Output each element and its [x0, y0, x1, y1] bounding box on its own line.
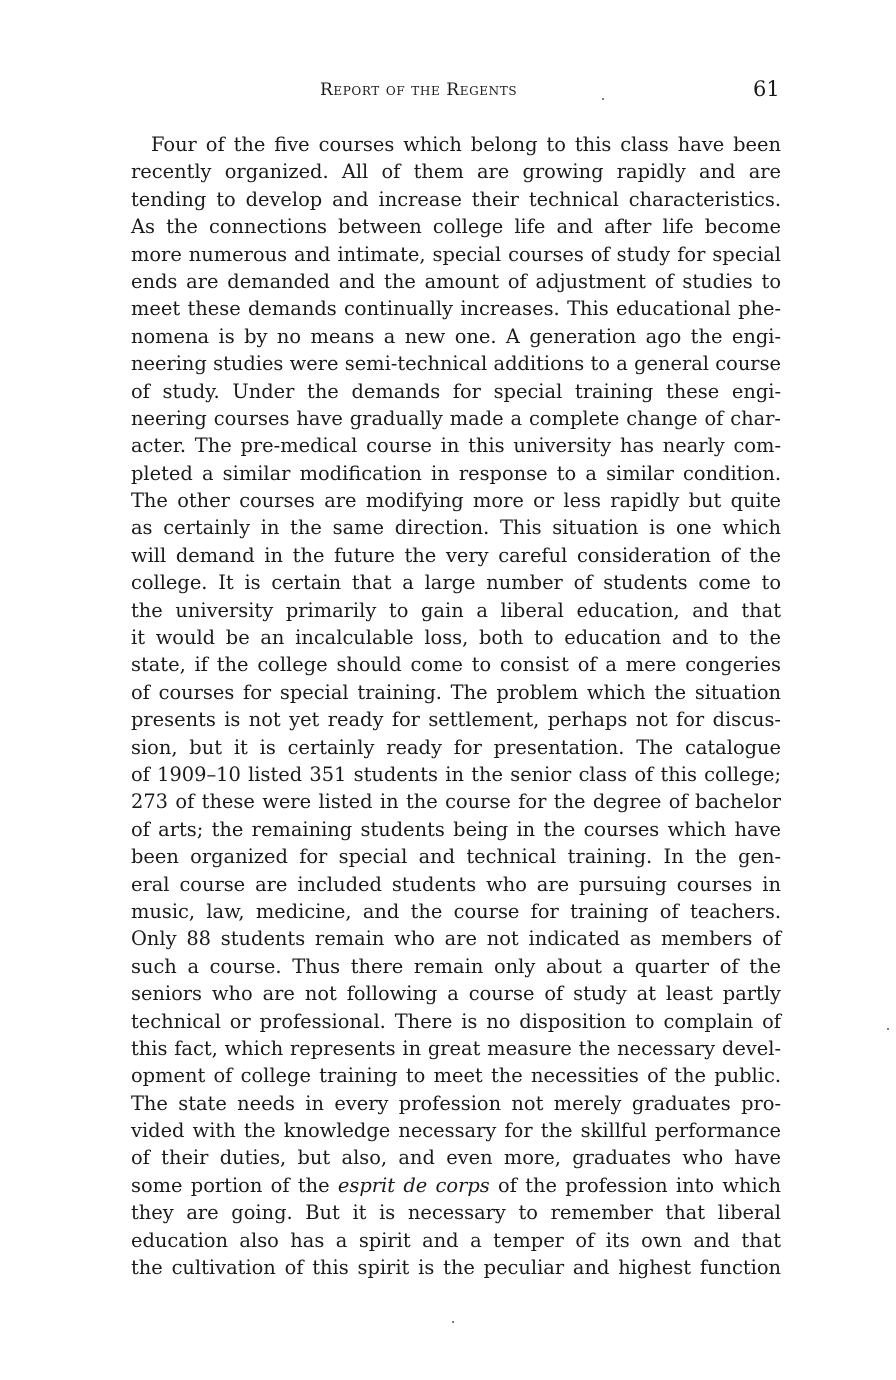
text-line: state, if the college should come to consist of a mere congeries [131, 653, 781, 677]
text-line: acter. The pre-medical course in this university has nearly com- [131, 434, 781, 458]
text-line: the university primarily to gain a liberal education, and that [131, 598, 781, 622]
text-line: this fact, which represents in great measure the necessary devel- [131, 1036, 781, 1060]
text-line: the cultivation of this spirit is the peculiar and highest function [131, 1256, 781, 1280]
text-line: technical or professional. There is no disposition to complain of [131, 1009, 781, 1033]
text-line: music, law, medicine, and the course for training of teachers. [131, 899, 781, 923]
page-number: 61 [753, 77, 780, 101]
text-line: seniors who are not following a course of study at least partly [131, 982, 781, 1006]
text-line: they are going. But it is necessary to remember that liberal [131, 1201, 781, 1225]
text-line: eral course are included students who are pursuing courses in [131, 872, 781, 896]
scan-speck [452, 1321, 454, 1323]
text-line: of 1909–10 listed 351 students in the senior class of this college; [131, 762, 781, 786]
text-line: 273 of these were listed in the course for the degree of bachelor [131, 790, 781, 814]
text-line: The other courses are modifying more or less rapidly but quite [131, 489, 781, 513]
text-line: Only 88 students remain who are not indicated as members of [131, 927, 781, 951]
text-line: nomena is by no means a new one. A generation ago the engi- [131, 324, 781, 348]
text-line: will demand in the future the very careful consideration of the [131, 543, 781, 567]
text-line: ends are demanded and the amount of adjustment of studies to [131, 269, 781, 293]
body-paragraph [131, 131, 781, 1281]
running-head: Report of the Regents [320, 80, 518, 100]
text-line: some portion of the esprit de corps of the profession into which [131, 1173, 782, 1197]
scan-speck [887, 1028, 889, 1030]
text-line: of courses for special training. The problem which the situation [131, 680, 781, 704]
text-line: Four of the five courses which belong to this class have been [151, 133, 781, 156]
text-line: vided with the knowledge necessary for the skillful performance [131, 1119, 781, 1143]
text-line: recently organized. All of them are growing rapidly and are [131, 160, 781, 184]
text-line: neering courses have gradually made a complete change of char- [131, 406, 781, 430]
text-line: it would be an incalculable loss, both to education and to the [131, 626, 781, 650]
text-line: as certainly in the same direction. This situation is one which [131, 516, 781, 540]
text-line: neering studies were semi-technical additions to a general course [131, 352, 781, 376]
text-line: more numerous and intimate, special courses of study for special [131, 242, 781, 266]
text-line: meet these demands continually increases. This educational phe- [131, 297, 781, 321]
text-line: presents is not yet ready for settlement, perhaps not for discus- [131, 708, 781, 732]
text-line: opment of college training to meet the necessities of the public. [131, 1064, 781, 1088]
text-line: of arts; the remaining students being in the courses which have [131, 817, 781, 841]
text-line: of study. Under the demands for special training these engi- [131, 379, 781, 403]
text-line: sion, but it is certainly ready for presentation. The catalogue [131, 735, 781, 759]
text-line: As the connections between college life and after life become [131, 215, 781, 239]
text-line: tending to develop and increase their technical characteristics. [131, 187, 781, 211]
text-line: college. It is certain that a large number of students come to [131, 571, 781, 595]
text-line: such a course. Thus there remain only about a quarter of the [131, 954, 781, 978]
text-line: been organized for special and technical training. In the gen- [131, 845, 781, 869]
text-line: The state needs in every profession not merely graduates pro- [131, 1091, 781, 1115]
text-line: of their duties, but also, and even more, graduates who have [131, 1146, 781, 1170]
text-line: pleted a similar modification in response to a similar condition. [131, 461, 781, 485]
text-line: education also has a spirit and a temper of its own and that [131, 1228, 781, 1252]
scan-speck [602, 98, 604, 100]
